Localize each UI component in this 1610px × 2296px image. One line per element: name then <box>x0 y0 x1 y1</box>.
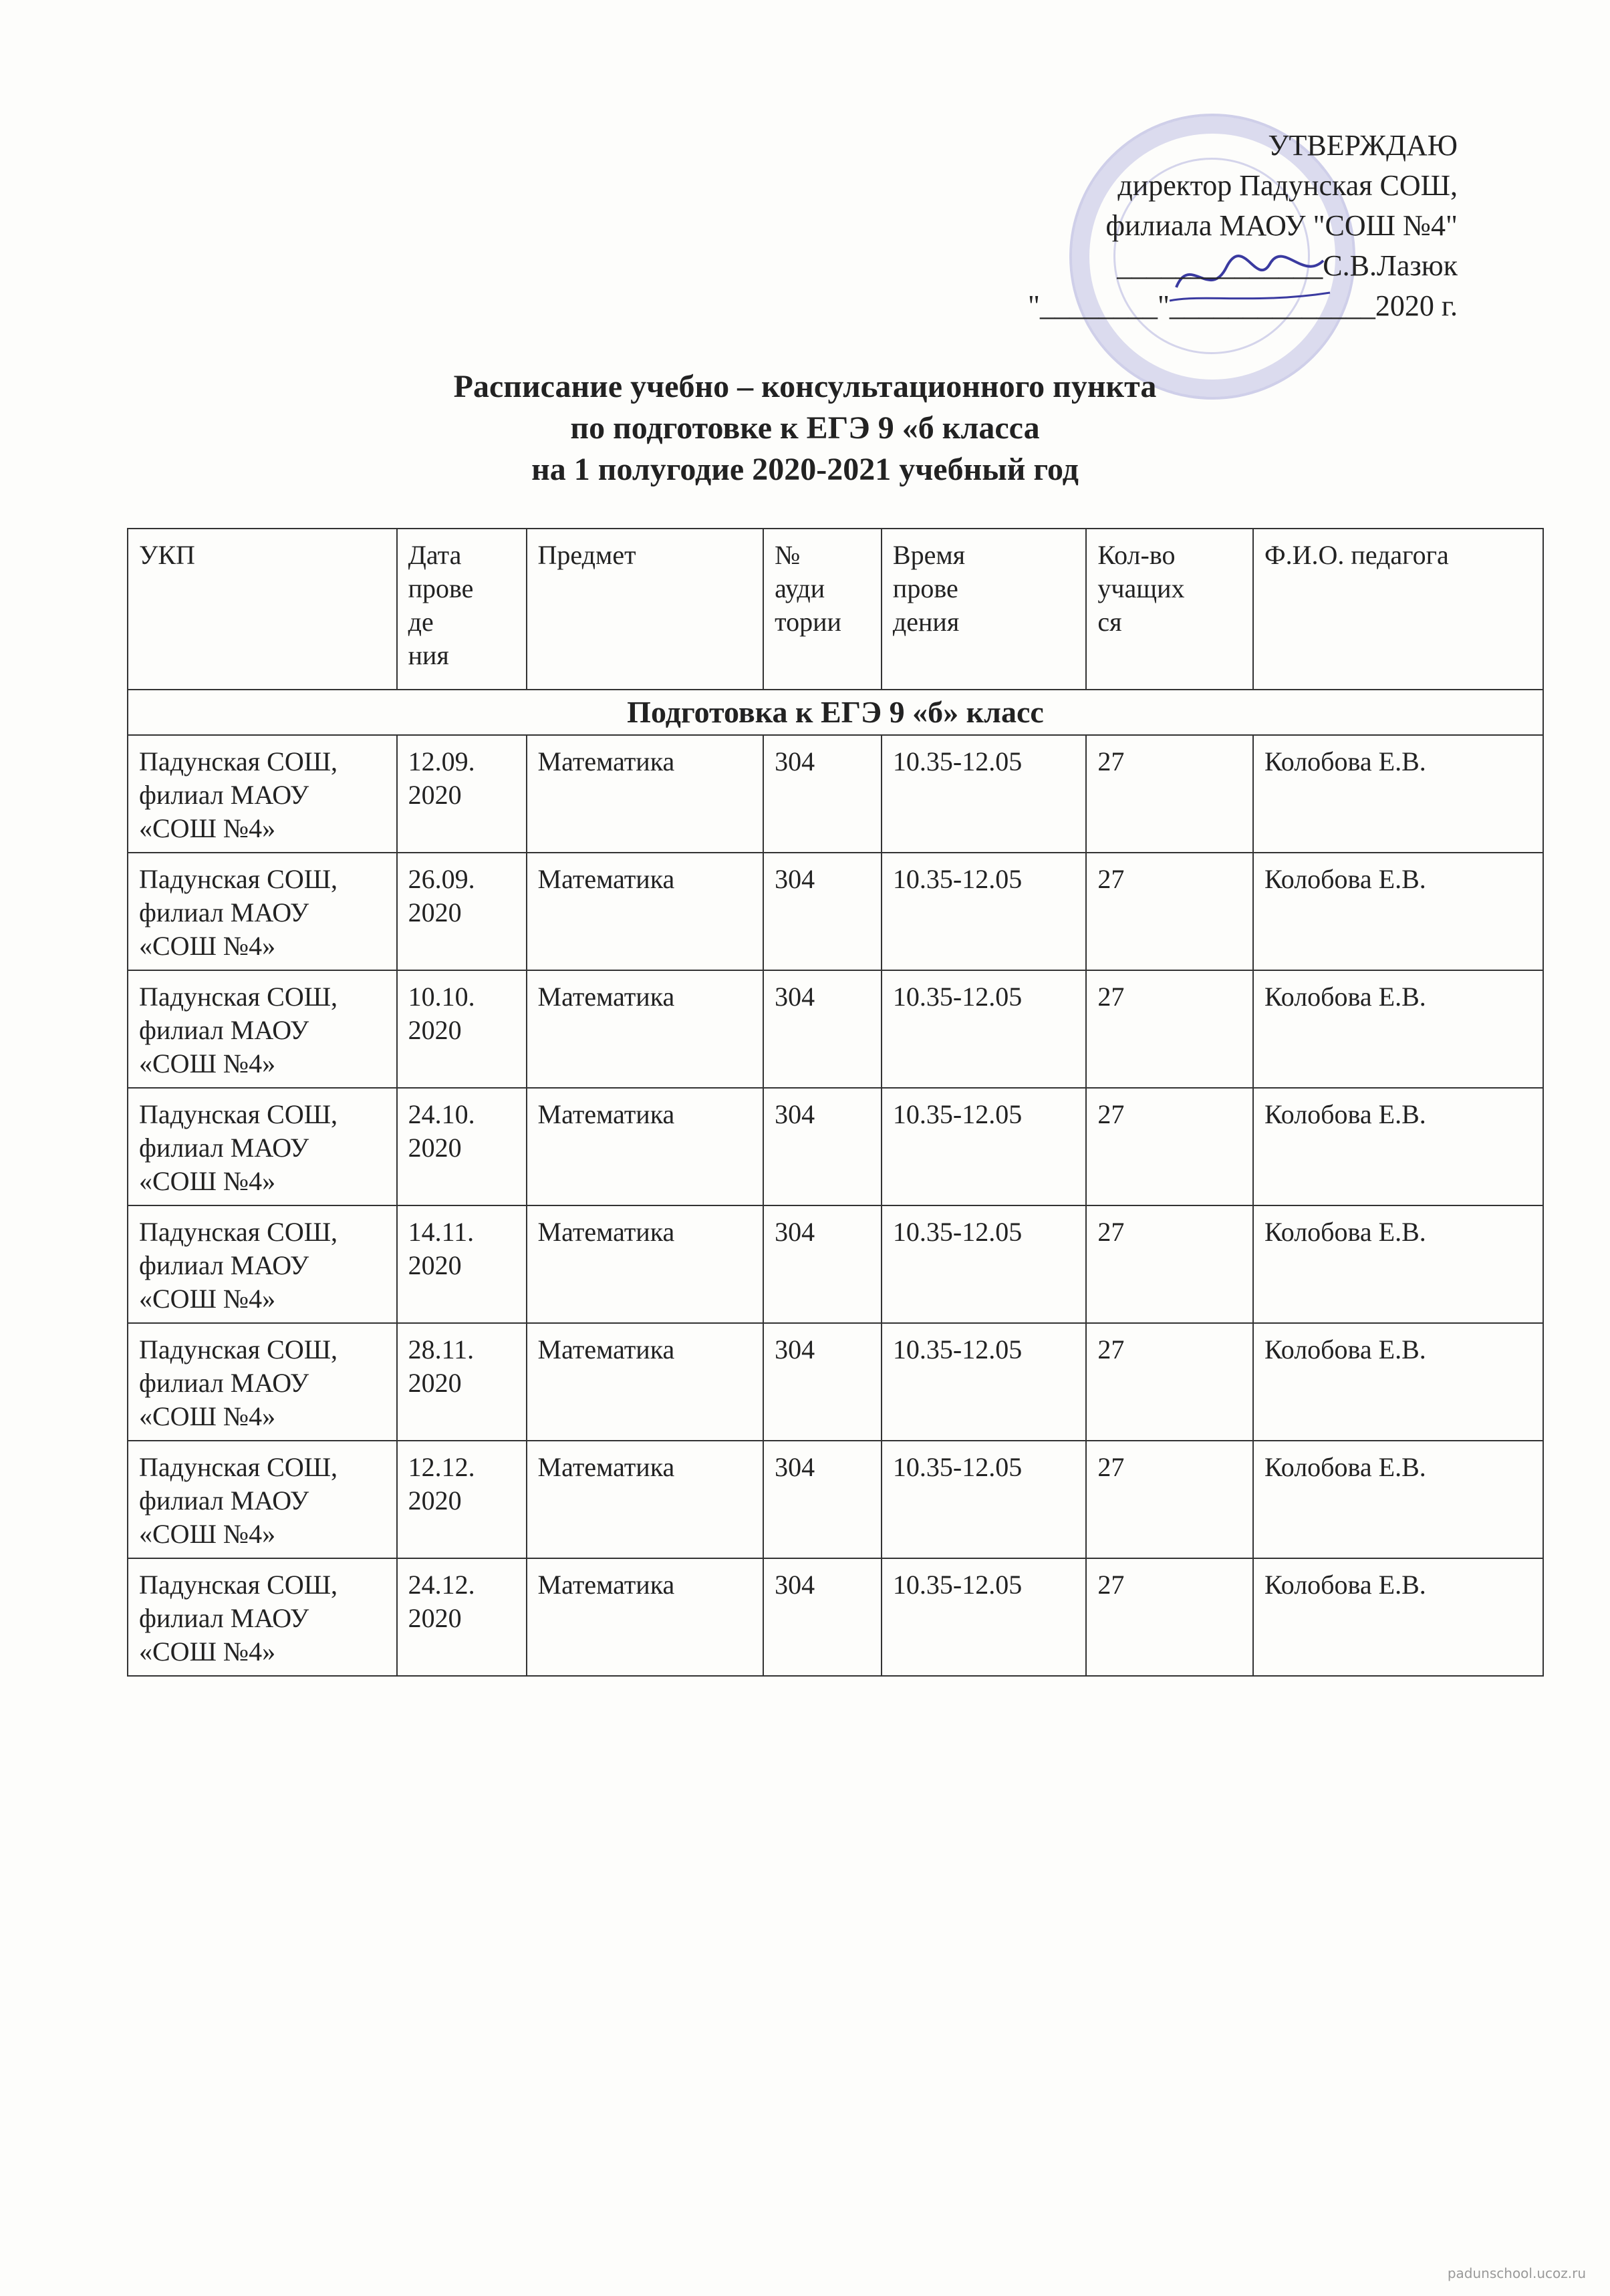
room-cell: 304 <box>763 1205 882 1323</box>
teacher-cell: Колобова Е.В. <box>1253 1323 1543 1441</box>
title-line-2: по подготовке к ЕГЭ 9 «б класса <box>570 410 1040 446</box>
room-cell: 304 <box>763 970 882 1088</box>
time-cell: 10.35-12.05 <box>882 970 1086 1088</box>
date-cell: 26.09. 2020 <box>397 853 527 970</box>
table-row <box>128 1441 1543 1558</box>
table-row <box>128 1558 1543 1676</box>
header-teacher: Ф.И.О. педагога <box>1253 529 1543 690</box>
site-watermark: padunschool.ucoz.ru <box>1447 2265 1586 2281</box>
teacher-cell: Колобова Е.В. <box>1253 1441 1543 1558</box>
approval-position: директор Падунская СОШ, <box>1117 169 1458 202</box>
section-title: Подготовка к ЕГЭ 9 «б» класс <box>128 690 1543 735</box>
ukp-cell: Падунская СОШ, филиал МАОУ «СОШ №4» <box>128 735 397 853</box>
section-row <box>128 690 1543 735</box>
room-cell: 304 <box>763 853 882 970</box>
date-cell: 10.10. 2020 <box>397 970 527 1088</box>
header-ukp: УКП <box>128 529 397 690</box>
table-header-row <box>128 529 1543 690</box>
date-cell: 12.09. 2020 <box>397 735 527 853</box>
students-cell: 27 <box>1086 735 1253 853</box>
room-cell: 304 <box>763 1323 882 1441</box>
subject-cell: Математика <box>527 1558 764 1676</box>
table-row <box>128 1323 1543 1441</box>
approval-block <box>1028 126 1458 326</box>
teacher-cell: Колобова Е.В. <box>1253 970 1543 1088</box>
table-row <box>128 1088 1543 1205</box>
approval-year: 2020 г. <box>1375 289 1458 322</box>
schedule-table <box>127 528 1544 1677</box>
date-cell: 28.11. 2020 <box>397 1323 527 1441</box>
teacher-cell: Колобова Е.В. <box>1253 1088 1543 1205</box>
students-cell: 27 <box>1086 1558 1253 1676</box>
header-room: № ауди тории <box>763 529 882 690</box>
date-cell: 12.12. 2020 <box>397 1441 527 1558</box>
teacher-cell: Колобова Е.В. <box>1253 1205 1543 1323</box>
room-cell: 304 <box>763 735 882 853</box>
header-time: Время прове дения <box>882 529 1086 690</box>
students-cell: 27 <box>1086 970 1253 1088</box>
subject-cell: Математика <box>527 1205 764 1323</box>
ukp-cell: Падунская СОШ, филиал МАОУ «СОШ №4» <box>128 853 397 970</box>
students-cell: 27 <box>1086 1323 1253 1441</box>
ukp-cell: Падунская СОШ, филиал МАОУ «СОШ №4» <box>128 1558 397 1676</box>
table-row <box>128 853 1543 970</box>
students-cell: 27 <box>1086 1088 1253 1205</box>
room-cell: 304 <box>763 1558 882 1676</box>
time-cell: 10.35-12.05 <box>882 1323 1086 1441</box>
subject-cell: Математика <box>527 853 764 970</box>
header-subject: Предмет <box>527 529 764 690</box>
room-cell: 304 <box>763 1441 882 1558</box>
table-row <box>128 970 1543 1088</box>
ukp-cell: Падунская СОШ, филиал МАОУ «СОШ №4» <box>128 1088 397 1205</box>
students-cell: 27 <box>1086 1205 1253 1323</box>
document-title <box>0 366 1610 490</box>
time-cell: 10.35-12.05 <box>882 1088 1086 1205</box>
subject-cell: Математика <box>527 970 764 1088</box>
title-line-1: Расписание учебно – консультационного пункта <box>453 369 1157 404</box>
subject-cell: Математика <box>527 1323 764 1441</box>
header-students: Кол-во учащих ся <box>1086 529 1253 690</box>
ukp-cell: Падунская СОШ, филиал МАОУ «СОШ №4» <box>128 1323 397 1441</box>
approval-organization: филиала МАОУ "СОШ №4" <box>1105 209 1458 242</box>
room-cell: 304 <box>763 1088 882 1205</box>
approval-title: УТВЕРЖДАЮ <box>1268 129 1458 162</box>
subject-cell: Математика <box>527 1088 764 1205</box>
subject-cell: Математика <box>527 1441 764 1558</box>
time-cell: 10.35-12.05 <box>882 853 1086 970</box>
time-cell: 10.35-12.05 <box>882 735 1086 853</box>
title-line-3: на 1 полугодие 2020-2021 учебный год <box>531 452 1079 487</box>
students-cell: 27 <box>1086 1441 1253 1558</box>
teacher-cell: Колобова Е.В. <box>1253 735 1543 853</box>
header-date: Дата прове де ния <box>397 529 527 690</box>
ukp-cell: Падунская СОШ, филиал МАОУ «СОШ №4» <box>128 1441 397 1558</box>
students-cell: 27 <box>1086 853 1253 970</box>
teacher-cell: Колобова Е.В. <box>1253 1558 1543 1676</box>
time-cell: 10.35-12.05 <box>882 1205 1086 1323</box>
approval-signatory: С.В.Лазюк <box>1323 249 1458 282</box>
time-cell: 10.35-12.05 <box>882 1441 1086 1558</box>
table-row <box>128 735 1543 853</box>
date-cell: 24.10. 2020 <box>397 1088 527 1205</box>
table-row <box>128 1205 1543 1323</box>
teacher-cell: Колобова Е.В. <box>1253 853 1543 970</box>
date-cell: 14.11. 2020 <box>397 1205 527 1323</box>
date-cell: 24.12. 2020 <box>397 1558 527 1676</box>
ukp-cell: Падунская СОШ, филиал МАОУ «СОШ №4» <box>128 970 397 1088</box>
ukp-cell: Падунская СОШ, филиал МАОУ «СОШ №4» <box>128 1205 397 1323</box>
approval-signatory-line: ______________С.В.Лазюк <box>1117 249 1458 282</box>
time-cell: 10.35-12.05 <box>882 1558 1086 1676</box>
subject-cell: Математика <box>527 735 764 853</box>
approval-date-line: "________"______________2020 г. <box>1027 289 1458 322</box>
